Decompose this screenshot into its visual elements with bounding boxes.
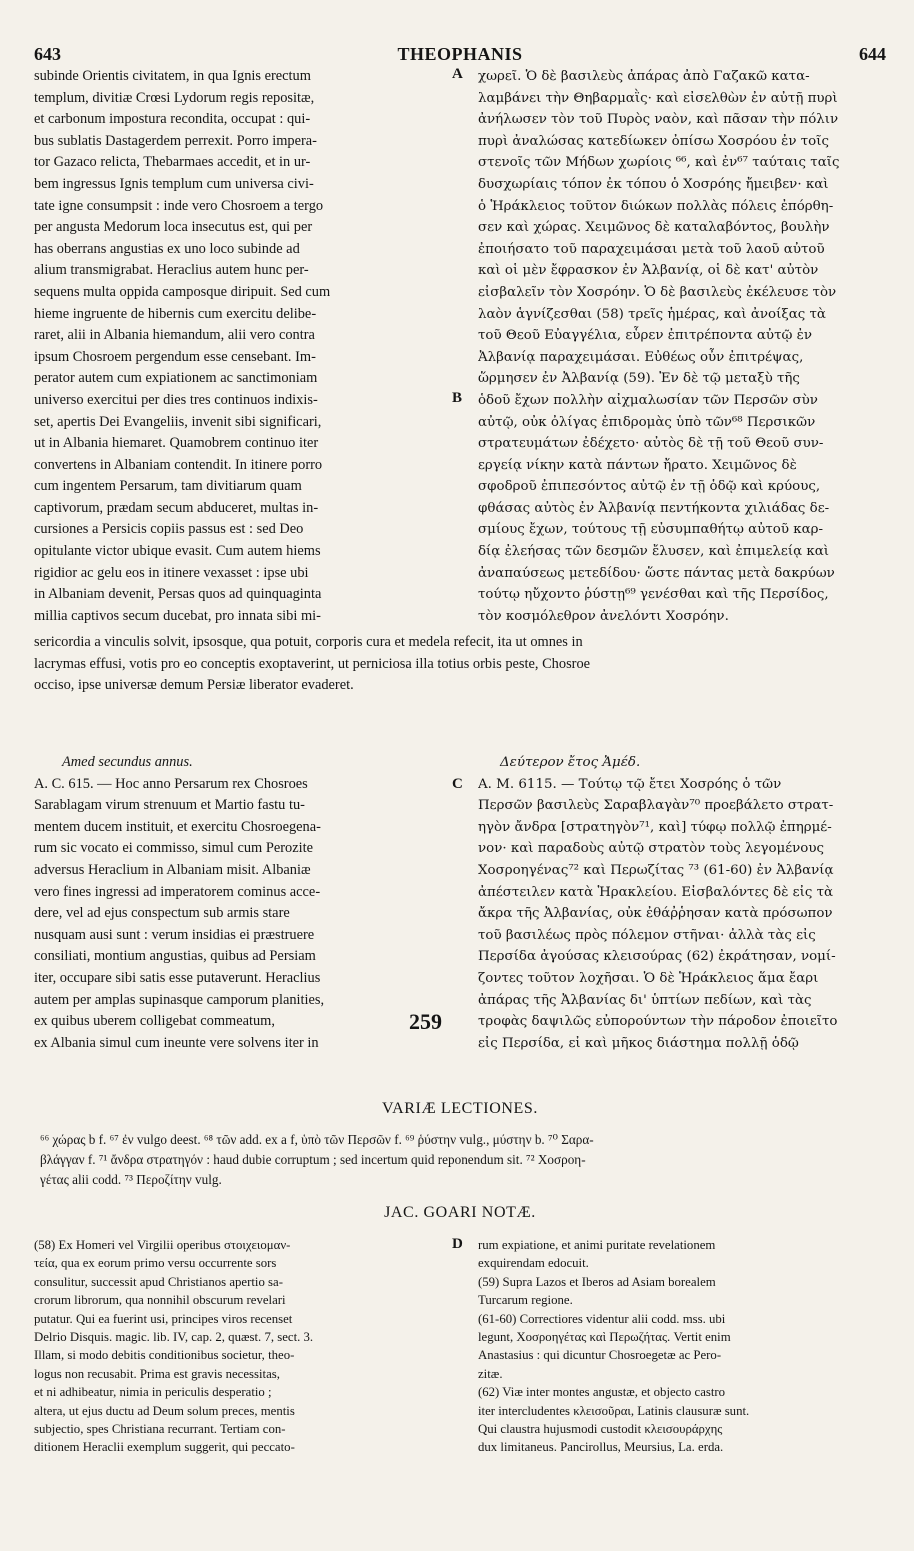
greek-line: λαμβάνει τὴν Θηβαρμαῒς· καὶ εἰσελθὼν ἐν αὐτῇ πυρὶ	[478, 90, 838, 106]
variae-line: ⁶⁶ χώρας b f. ⁶⁷ ἐν vulgo deest. ⁶⁸ τῶν add. ex a f, ὑπὸ τῶν Περσῶν f. ⁶⁹ ῥύστην vulg., μύστην b. ⁷⁰ Σαρα-	[40, 1132, 594, 1147]
margin-letter-d: D	[452, 1236, 463, 1252]
latin-line: bus sublatis Dastagerdem perrexit. Porro impera-	[34, 132, 317, 149]
latin-column-2	[34, 752, 442, 1054]
greek-line: ὁδοῦ ἔχων πολλὴν αἰχμαλωσίαν τῶν Περσῶν σὺν	[478, 392, 818, 408]
page-number-left: 643	[34, 44, 61, 64]
latin-line: iter, occupare sibi satis esse putaverunt. Heraclius	[34, 969, 321, 986]
latin-line: dere, vel ad ejus conspectum sub armis stare	[34, 905, 290, 922]
greek-line: ηγὸν ἄνδρα [στρατηγὸν⁷¹, καὶ] τύφῳ πολλῷ ἐπηρμέ-	[478, 819, 832, 835]
full-width-line: sericordia a vinculis solvit, ipsosque, qua potuit, corporis cura et medela refecit, ita ut omnes in	[34, 634, 583, 650]
greek-line: λαὸν ἁγνίζεσθαι (58) τρεῖς ἡμέρας, καὶ ἀνοίξας τὰ	[478, 306, 826, 322]
page-margin-number: 259	[409, 1009, 442, 1035]
greek-line: ἄκρα τῆς Ἀλβανίας, οὐκ ἐθάῤῥησαν κατὰ πρόσωπον	[478, 906, 833, 922]
greek-line: Ἀλβανίᾳ παραχειμάσαι. Εὐθέως οὖν ἐπιτρέψας,	[478, 349, 804, 365]
margin-letter-b: B	[452, 390, 463, 406]
greek-line: νον· καὶ παραδοὺς αὐτῷ στρατὸν τοὺς λεγομένους	[478, 841, 824, 857]
latin-line: per angusta Medorum loca insecutus est, qui per	[34, 219, 313, 236]
latin-line: subinde Orientis civitatem, in qua Ignis erectum	[34, 68, 311, 84]
variae-lectiones	[40, 1130, 884, 1190]
running-title: THEOPHANIS	[397, 44, 523, 64]
margin-letter-c: C	[452, 776, 463, 792]
greek-line: δυσχωρίαις τόπον ἐκ τόπου ὁ Χοσρόης ἤμειβεν· καὶ	[478, 176, 829, 192]
note-line: iter intercludentes κλεισοῦραι, Latinis clausuræ sunt.	[478, 1403, 750, 1418]
note-line: dux limitaneus. Pancirollus, Meursius, La. erda.	[478, 1440, 724, 1455]
note-line: zitæ.	[478, 1366, 503, 1381]
greek-line: ζοντες τοῦτον λοχῆσαι. Ὁ δὲ Ἡράκλειος ἅμα ἔαρι	[478, 970, 819, 986]
latin-year-heading: Amed secundus annus.	[62, 754, 193, 770]
note-line: Delrio Disquis. magic. lib. IV, cap. 2, quæst. 7, sect. 3.	[34, 1330, 314, 1345]
greek-line: δίᾳ ἐλεήσας τῶν δεσμῶν ἔλυσεν, καὶ ἐπιμελείᾳ καὶ	[478, 544, 830, 560]
latin-line: mentem ducem instituit, et exercitu Chosroegena-	[34, 818, 321, 835]
notes-left-column	[34, 1236, 442, 1457]
latin-line: A. C. 615. — Hoc anno Persarum rex Chosroes	[34, 775, 308, 792]
latin-line: bem ingressus Ignis templum cum universa civi-	[34, 175, 314, 192]
variae-title: VARIÆ LECTIONES.	[382, 1100, 538, 1117]
latin-line: ex Albania simul cum ineunte vere solvens iter in	[34, 1034, 319, 1051]
greek-line: τὸν κοσμόλεθρον ἀνελόντι Χοσρόην.	[478, 608, 729, 624]
latin-line: adversus Heraclium in Albaniam misit. Albaniæ	[34, 861, 311, 878]
latin-line: rum sic vocato ei commisso, simul cum Perozite	[34, 840, 313, 857]
greek-line: χωρεῖ. Ὁ δὲ βασιλεὺς ἀπάρας ἀπὸ Γαζακῶ κατα-	[478, 69, 810, 84]
greek-line: ἀνήλωσεν τὸν τοῦ Πυρὸς ναὸν, καὶ πᾶσαν τὴν πόλιν	[478, 112, 839, 128]
greek-line: σμίους ἔχων, τούτους τῇ εὐσυμπαθήτῳ αὐτοῦ καρ-	[478, 522, 824, 538]
notes-right-column	[478, 1236, 886, 1457]
latin-line: consiliati, montium angustias, quibus ad Persiam	[34, 948, 316, 965]
greek-line: ὁ Ἡράκλειος τοῦτον διώκων πολλὰς πόλεις ἐπόρθη-	[478, 198, 834, 214]
greek-year-heading: Δεύτερον ἔτος Ἀμέδ.	[500, 755, 641, 770]
note-line: logus non recusabit. Prima est gravis necessitas,	[34, 1366, 280, 1381]
greek-line: ἐποιήσατο τοῦ παραχειμάσαι μετὰ τοῦ λαοῦ αὐτοῦ	[478, 241, 825, 257]
greek-line: ἀπάρας τῆς Ἀλβανίας δι' ὑπτίων πεδίων, καὶ τὰς	[478, 992, 812, 1008]
latin-line: captivorum, prædam secum abduceret, multas in-	[34, 499, 319, 516]
latin-line: opitulante victor ubique evasit. Cum autem hiems	[34, 543, 321, 560]
latin-line: vero fines ingressi ad imperatorem cominus acce-	[34, 883, 321, 900]
greek-line: τοῦ βασιλέως πρὸς πόλεμον στῆναι· ἀλλὰ τὰς εἰς	[478, 927, 816, 943]
full-width-line: occiso, ipse universæ demum Persiæ liberator evaderet.	[34, 677, 354, 694]
latin-line: alium transmigrabat. Heraclius autem hunc per-	[34, 262, 309, 279]
latin-line: tate igne consumpsit : inde vero Chosroem a tergo	[34, 197, 324, 214]
greek-line: εργείᾳ νίκην κατὰ πάντων ἤρατο. Χειμῶνος δὲ	[478, 457, 797, 473]
greek-line: τούτῳ ηὔχοντο ῥύστῃ⁶⁹ γενέσθαι καὶ τῆς Περσίδος,	[478, 587, 829, 603]
variae-line: βλάγγαν f. ⁷¹ ἄνδρα στρατηγόν : haud dubie corruptum ; sed incertum quid reponendum sit. ⁷² Χοσροη-	[40, 1152, 586, 1167]
greek-column-2	[478, 752, 886, 1054]
note-line: ditionem Heraclii exemplum suggerit, qui peccato-	[34, 1440, 295, 1455]
section-1	[34, 66, 886, 627]
greek-line: εἰσβαλεῖν τὸν Χοσρόην. Ὁ δὲ βασιλεὺς ἐκέλευσε τὸν	[478, 284, 837, 300]
notes	[34, 1236, 886, 1457]
latin-line: ex quibus uberem colligebat commeatum,	[34, 1013, 275, 1030]
note-line: consulitur, successit apud Christianos apertio sa-	[34, 1274, 283, 1289]
greek-line: εἰς Περσίδα, εἰ καὶ μῆκος διάστημα πολλῇ ὁδῷ	[478, 1035, 799, 1051]
latin-line: millia captivos secum ducebat, pro innata sibi mi-	[34, 607, 321, 624]
note-line: et ni adhibeatur, nimia in periculis desperatio ;	[34, 1385, 272, 1400]
note-line: τεία, qua ex eorum primo versu occurrente sors	[34, 1256, 277, 1271]
latin-line: cum ingentem Persarum, tam divitiarum quam	[34, 478, 302, 495]
running-header	[34, 44, 886, 66]
note-line: (58) Ex Homeri vel Virgilii operibus στοιχειομαν-	[34, 1238, 291, 1252]
margin-letter-a: A	[452, 66, 463, 82]
greek-line: Χοσροηγένας⁷² καὶ Περωζίτας ⁷³ (61-60) ἐν Ἀλβανίᾳ	[478, 862, 834, 878]
variae-line: γέτας alii codd. ⁷³ Περοζίτην vulg.	[40, 1172, 222, 1187]
latin-line: nusquam ausi sunt : verum insidias ei præstruere	[34, 926, 315, 943]
greek-line: αὐτῷ, οὐκ ὀλίγας ἐπιδρομὰς ὑπὸ τῶν⁶⁸ Περσικῶν	[478, 414, 816, 430]
latin-line: tor Gazaco relicta, Thebarmaes accedit, et in ur-	[34, 154, 311, 171]
greek-line: πυρὶ ἀναλώσας κατεδίωκεν ὀπίσω Χοσρόου ἐν τοῖς	[478, 133, 829, 149]
note-line: (62) Viæ inter montes angustæ, et objecto castro	[478, 1385, 726, 1400]
note-line: altera, ut ejus ductu ad Deum solum preces, mentis	[34, 1403, 295, 1418]
latin-line: cursiones a Persicis copiis passus est : sed Deo	[34, 521, 304, 538]
greek-line: ἀναπαύσεως μετεδίδου· ὥστε πάντας μετὰ δακρύων	[478, 565, 835, 581]
latin-line: perator autem cum expiationem ac sanctimoniam	[34, 370, 318, 387]
latin-line: Sarablagam virum strenuum et Martio fastu tu-	[34, 797, 305, 814]
greek-line: φθάσας αὐτὸς ἐν Ἀλβανίᾳ πεντήκοντα χιλιάδας δε-	[478, 500, 830, 516]
section-2	[34, 752, 886, 1054]
latin-line: raret, alii in Albania hiemandum, alii vero contra	[34, 327, 315, 344]
greek-line: καὶ οἱ μὲν ἔφρασκον ἐν Ἀλβανίᾳ, οἱ δὲ κατ' αὐτὸν	[478, 263, 819, 279]
note-line: legunt, Χοσροηγέτας καὶ Περωζήτας. Vertit enim	[478, 1330, 731, 1345]
latin-line: hieme ingruente de hibernis cum exercitu delibe-	[34, 305, 317, 322]
note-line: Illam, si modo debitis conditionibus societur, theo-	[34, 1348, 295, 1363]
latin-line: autem per amplas supinasque camporum planities,	[34, 991, 325, 1008]
latin-line: et carbonum impostura recondita, occupat : qui-	[34, 111, 311, 128]
latin-line: has oberrans angustias ex uno loco subinde ad	[34, 240, 300, 257]
full-width-line: lacrymas effusi, votis pro eo conceptis exoptaverint, ut perniciosa illa totius orbis peste, Chosroe	[34, 655, 591, 672]
latin-line: in Albaniam devenit, Persas quos ad quinquaginta	[34, 586, 322, 603]
greek-line: στρατευμάτων ἐδέχετο· αὐτὸς δὲ τῇ τοῦ Θεοῦ συν-	[478, 436, 824, 452]
latin-line: universo exercitui per dies tres continuos indixis-	[34, 391, 318, 408]
greek-line: ἀπέστειλεν κατὰ Ἡρακλείου. Εἰσβαλόντες δὲ εἰς τὰ	[478, 884, 834, 900]
note-line: (59) Supra Lazos et Iberos ad Asiam borealem	[478, 1274, 716, 1289]
latin-line: set, apertis Dei Evangeliis, invenit sibi significari,	[34, 413, 322, 430]
greek-line: τοῦ Θεοῦ Εὐαγγέλια, εὗρεν ἐπιτρέποντα αὐτῷ ἐν	[478, 328, 812, 344]
greek-line: Α. Μ. 6115. — Τούτῳ τῷ ἔτει Χοσρόης ὁ τῶν	[478, 776, 782, 792]
note-line: putatur. Qui ea fuerint usi, principes viros recenset	[34, 1311, 293, 1326]
latin-line: rigidior ac gelu eos in itinere vexasset : ipse ubi	[34, 564, 309, 581]
greek-line: στενοῖς τῶν Μήδων χωρίοις ⁶⁶, καὶ ἐν⁶⁷ ταύταις ταῖς	[478, 155, 840, 171]
latin-column-1	[34, 66, 442, 627]
note-line: exquirendam edocuit.	[478, 1256, 589, 1271]
latin-line: ipsum Chosroem pergendum esse censebant. Im-	[34, 348, 316, 365]
note-line: Anastasius : qui dicuntur Chosroegetæ ac Pero-	[478, 1348, 722, 1363]
latin-line: sequens multa oppida camposque diripuit. Sed cum	[34, 283, 331, 300]
greek-line: Περσίδα ἀγούσας κλεισούρας (62) ἐκράτησαν, νομί-	[478, 949, 836, 965]
greek-line: σφοδροῦ ἐπιπεσόντος αὐτῷ ἐν τῇ ὁδῷ καὶ κρύους,	[478, 479, 821, 495]
greek-column-1	[478, 66, 886, 627]
greek-line: Περσῶν βασιλεὺς Σαραβλαγὰν⁷⁰ προεβάλετο στρατ-	[478, 798, 834, 814]
full-width-text	[34, 632, 886, 697]
latin-line: ut in Albania hiemaret. Quamobrem continuo iter	[34, 435, 319, 452]
latin-line: templum, divitiæ Crœsi Lydorum regis repositæ,	[34, 89, 315, 106]
note-line: subjectio, spes Christiana recurrant. Tertiam con-	[34, 1422, 286, 1437]
latin-line: convertens in Albaniam contendit. In itinere porro	[34, 456, 323, 473]
note-line: (61-60) Correctiores videntur alii codd. mss. ubi	[478, 1311, 726, 1326]
note-line: Qui claustra hujusmodi custodit κλεισουράρχης	[478, 1422, 723, 1437]
greek-line: σεν καὶ χώρας. Χειμῶνος δὲ καταλαβόντος, βουλὴν	[478, 220, 830, 236]
notes-title: JAC. GOARI NOTÆ.	[384, 1204, 536, 1221]
greek-line: τροφὰς δαψιλῶς εὐπορούντων τὴν πάροδον ἐποιεῖτο	[478, 1014, 838, 1030]
note-line: Turcarum regione.	[478, 1293, 573, 1308]
page-number-right: 644	[859, 44, 886, 64]
greek-line: ὥρμησεν ἐν Ἀλβανίᾳ (59). Ἐν δὲ τῷ μεταξὺ τῆς	[478, 371, 800, 387]
note-line: rum expiatione, et animi puritate revelationem	[478, 1238, 716, 1252]
note-line: crorum librorum, qua nonnihil obscurum revelari	[34, 1293, 286, 1308]
